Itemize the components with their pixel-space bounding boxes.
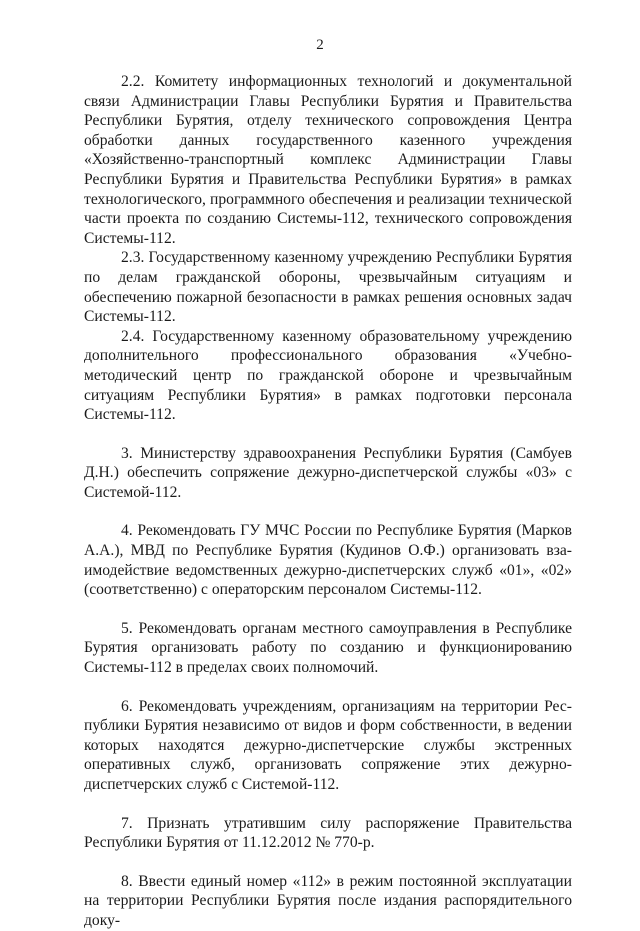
- paragraph-4: 4. Рекомендовать ГУ МЧС России по Республике Бурятия (Марков А.А.), МВД по Республике Бурятия (Кудинов О.Ф.) организовать взаимодействие ведомственных дежурно-диспетчерских служб «01», «02» (соответственно) с операторским персоналом Системы-112.: [84, 522, 572, 599]
- page-number: 2: [316, 37, 324, 53]
- paragraph-5: 5. Рекомендовать органам местного самоуправления в Республике Бурятия организовать работу по созданию и функционированию Системы-112 в пределах своих полномочий.: [84, 619, 572, 677]
- paragraph-3: 3. Министерству здравоохранения Республики Бурятия (Самбуев Д.Н.) обеспечить сопряжение дежурно-диспетчерской службы «03» с Системой-112.: [84, 444, 572, 501]
- paragraph-2-4: 2.4. Государственному казенному образовательному учреждению дополнительного профессионального образования «Учебно-методический центр по гражданской обороне и чрезвычайным ситуациям Республики Бурятия» в рамках подготовки персонала Системы-112.: [84, 327, 572, 424]
- paragraph-6: 6. Рекомендовать учреждениям, организациям на территории Республики Бурятия независимо от видов и форм собственности, в ведении которых находятся дежурно-диспетчерские службы экстренных оперативных служб, организовать сопряжение этих дежурно-диспетчерских служб с Системой-112.: [84, 697, 572, 793]
- paragraph-2-2: 2.2. Комитету информационных технологий и документальной связи Администрации Главы Республики Бурятия и Правительства Республики Бурятия, отделу технического сопровождения Центра обработки данных государственного казенного учреждения «Хозяйственно-транспортный комплекс Администрации Главы Республики Бурятия и Правительства Республики Бурятия» в рамках технологического, программного обеспечения и реализации технической части проекта по созданию Системы-112, технического сопровождения Системы-112.: [84, 73, 572, 247]
- paragraph-2-3: 2.3. Государственному казенному учреждению Республики Бурятия по делам гражданской обороны, чрезвычайным ситуациям и обеспечению пожарной безопасности в рамках решения основных задач Системы-112.: [84, 249, 572, 326]
- paragraph-7: 7. Признать утратившим силу распоряжение Правительства Республики Бурятия от 11.12.2012 № 770-р.: [84, 814, 572, 852]
- paragraph-8: 8. Ввести единый номер «112» в режим постоянной эксплуатации на территории Республики Бурятия после издания распорядительного доку-: [84, 872, 572, 929]
- document-body: [84, 72, 572, 931]
